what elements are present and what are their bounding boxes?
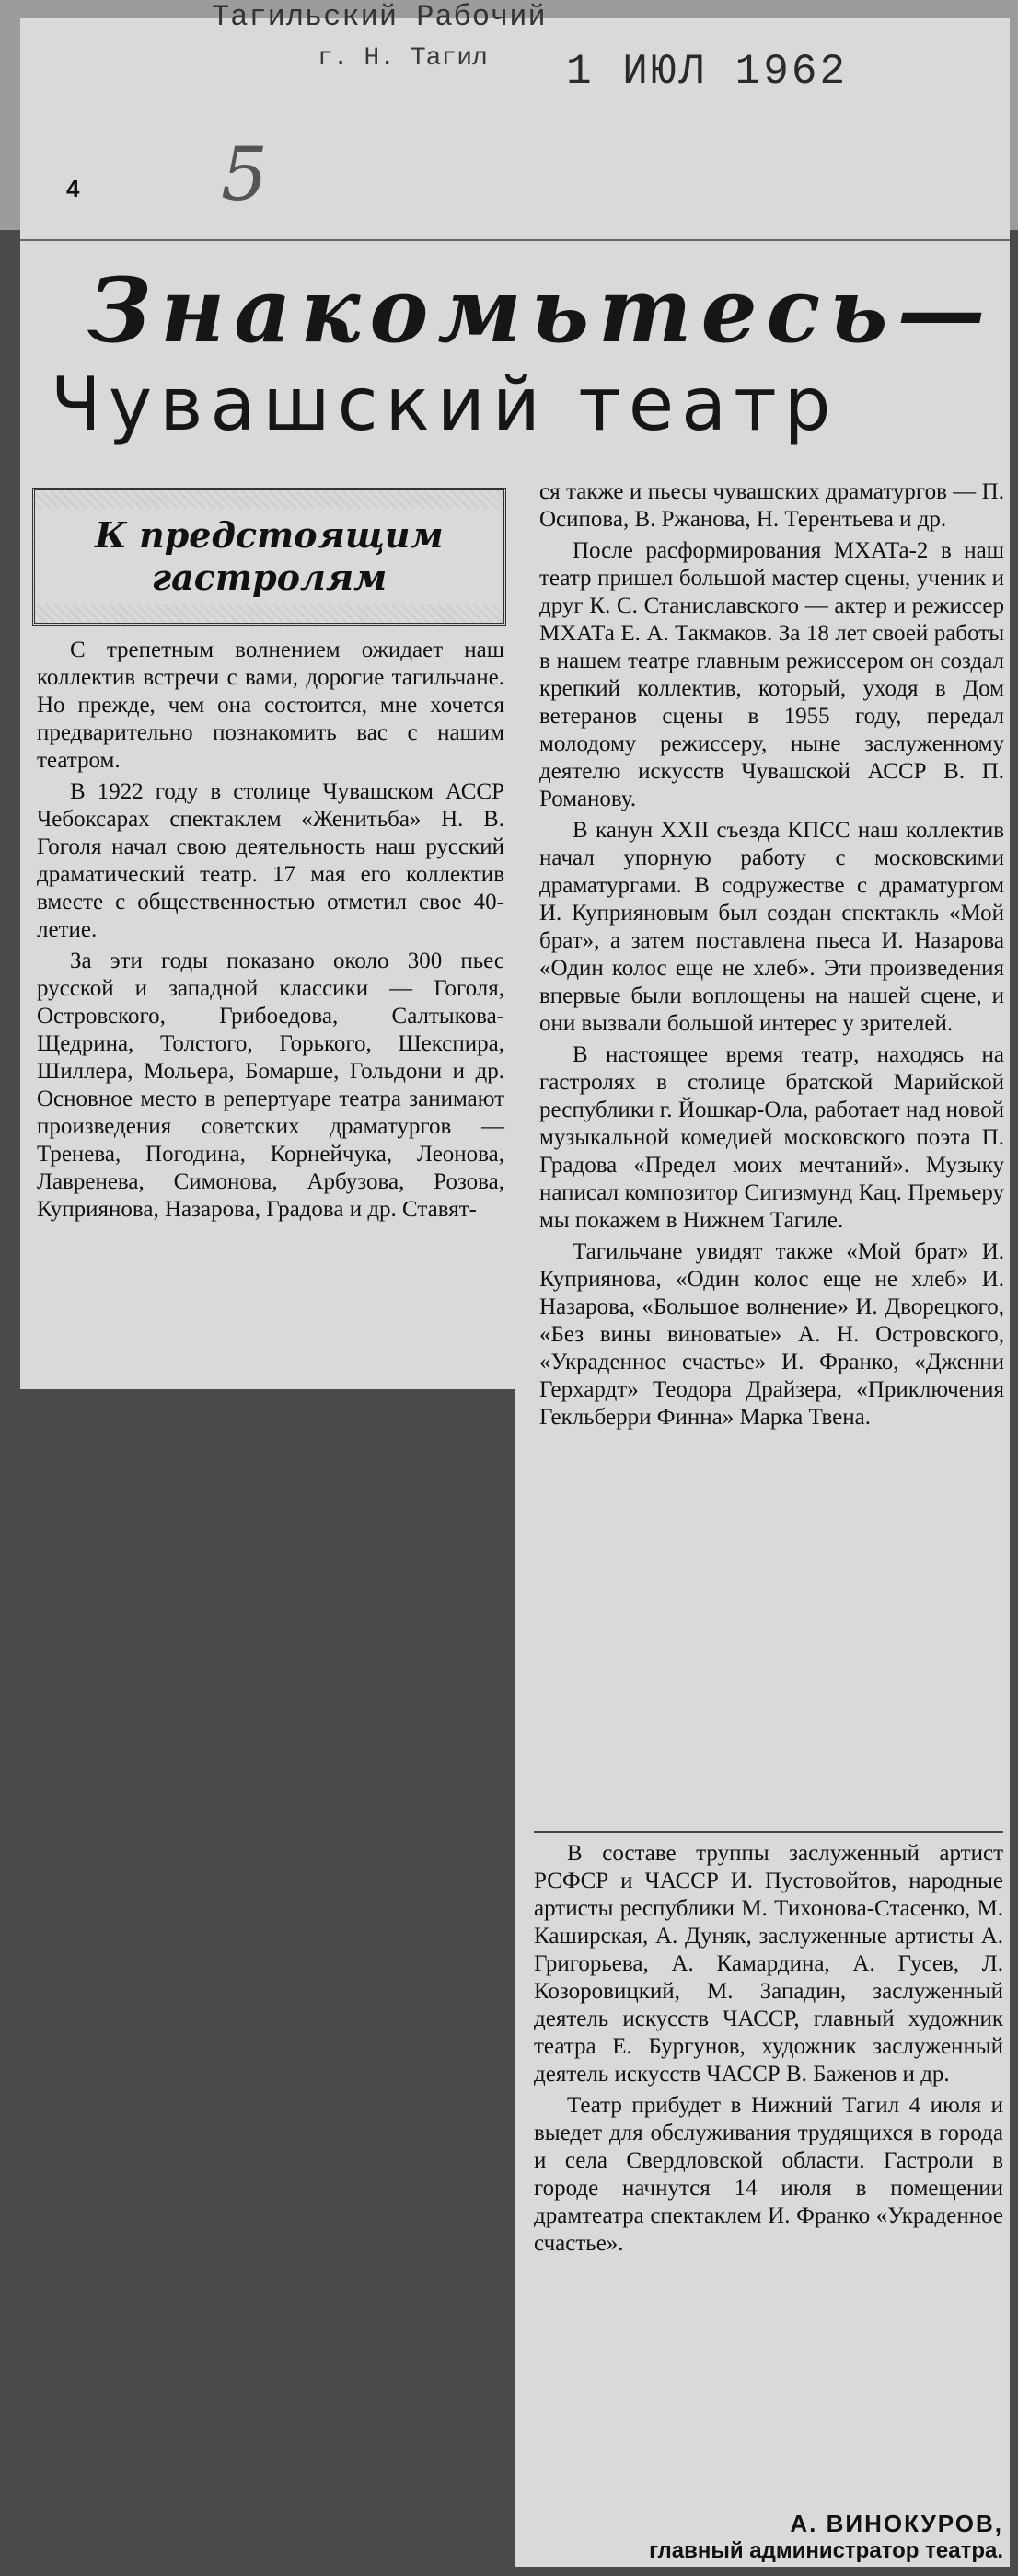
paragraph: Театр прибудет в Нижний Тагил 4 июля и выедет для обслуживания трудящихся в города и села Свердловской области. Гастроли в городе начнутся 14 июля в помещении драмтеатра спектаклем И. Франко «Украденное счастье». [534,2093,1003,2256]
header-divider [20,239,1010,241]
paragraph: За эти годы показано около 300 пьес русской и западной классики — Гоголя, Островского, Грибоедова, Салтыкова-Щедрина, Толстого, Горького, Шекспира, Шиллера, Мольера, Бомарше, Гольдони и др. Основное место в репертуаре театра занимают произведения советских драматургов —Тренева, Погодина, Корнейчука, Леонова, Лавренева, Симонова, Арбузова, Розова, Куприянова, Назарова, Градова и др. Ставят- [37,949,504,1222]
paragraph: В составе труппы заслуженный артист РСФСР и ЧАССР И. Пустовойтов, народные артисты республики М. Тихонова-Стасенко, М. Каширская, А. Дуняк, заслуженные артисты А. Григорьева, А. Камардина, А. Гусев, Л. Козоровицкий, М. Западин, заслуженный деятель искусств ЧАССР, главный художник театра Е. Бургунов, художник заслуженный деятель искусств ЧАССР В. Баженов и др. [534,1841,1003,2087]
article-title-line1: Знакомьтесь— [87,259,995,362]
column-divider [534,1831,1003,1833]
article-title-line2: Чувашский театр [51,362,839,447]
column-2 [539,478,1004,1435]
newspaper-stamp: Тагильский Рабочий [212,0,547,34]
paragraph: После расформирования МХАТа-2 в наш театр пришел большой мастер сцены, ученик и друг К. С. Станиславского — актер и режиссер МХАТа Е. А. Такмаков. За 18 лет своей работы в нашем театре главным режиссером он создал крепкий коллектив, который, уходя в Дом ветеранов сцены в 1955 году, передал молодому режиссеру, ныне заслуженному деятелю искусств Чувашской АССР В. П. Романову. [539,538,1004,811]
column-1 [37,637,504,1227]
author-role: главный администратор театра. [649,2538,1003,2563]
handwritten-mark: 5 [221,132,268,217]
paragraph: В канун XXII съезда КПСС наш коллектив начал упорную работу с московскими драматургами. В содружестве с драматургом И. Куприяновым был создан спектакль «Мой брат», а затем поставлена пьеса И. Назарова «Один колос еще не хлеб». Эти произведения впервые были воплощены на нашей сцене, и они вызвали большой интерес у зрителей. [539,818,1004,1036]
paragraph: В настоящее время театр, находясь на гастролях в столице братской Марийской республики г. Йошкар-Ола, работает над новой музыкальной комедией московского поэта П. Градова «Предел моих мечтаний». Музыку написал композитор Сигизмунд Кац. Премьеру мы покажем в Нижнем Тагиле. [539,1042,1004,1233]
paragraph: Тагильчане увидят также «Мой брат» И. Куприянова, «Один колос еще не хлеб» И. Назарова, «Большое волнение» И. Дворецкого, «Без вины виноватые» А. Н. Островского, «Украденное счастье» И. Франко, «Дженни Герхардт» Теодора Драйзера, «Приключения Гекльберри Финна» Марка Твена. [539,1239,1004,1430]
page-number: 4 [66,175,80,202]
paragraph: ся также и пьесы чувашских драматургов — П. Осипова, В. Ржанова, Н. Терентьева и др. [539,479,1004,532]
signature [534,2510,1003,2565]
paragraph: В 1922 году в столице Чувашском АССР Чебоксарах спектаклем «Женитьба» Н. В. Гоголя начал свою деятельность наш русский драматический театр. 17 мая его коллектив вместе с общественностью отметил свое 40-летие. [37,779,504,942]
date-stamp: 1 ИЮЛ 1962 [566,48,849,96]
author-name: А. ВИНОКУРОВ, [790,2510,1003,2537]
city-stamp: г. Н. Тагил [318,44,488,73]
paragraph: С трепетным волнением ожидает наш коллектив встречи с вами, дорогие тагильчане. Но прежде, чем она состоится, мне хочется предварительно познакомить вас с нашим театром. [37,638,504,773]
column-2-continued [534,1840,1003,2261]
article-subhead: К предстоящим гастролям [35,509,503,604]
subhead-box [32,488,506,626]
